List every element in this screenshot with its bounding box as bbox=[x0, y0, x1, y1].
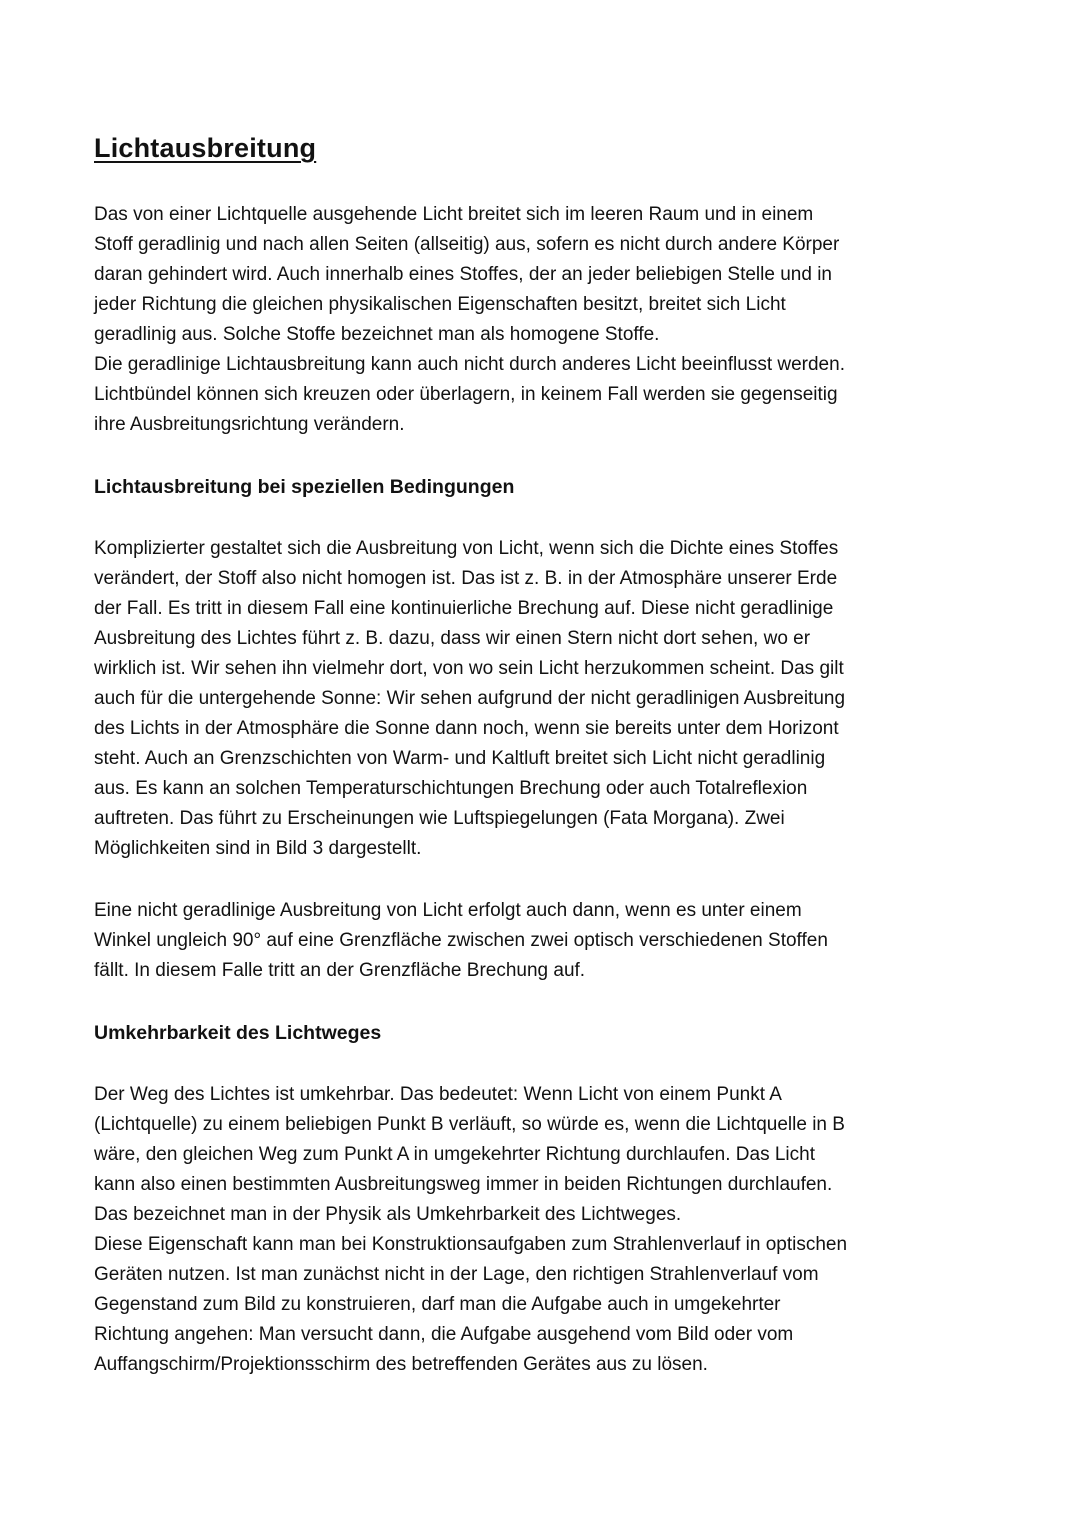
text-line: Lichtbündel können sich kreuzen oder überlagern, in keinem Fall werden sie gegenseitig bbox=[94, 384, 838, 405]
text-line: Die geradlinige Lichtausbreitung kann auch nicht durch anderes Licht beeinflusst werden. bbox=[94, 354, 845, 375]
text-line: (Lichtquelle) zu einem beliebigen Punkt B verläuft, so würde es, wenn die Lichtquelle in B bbox=[94, 1114, 845, 1135]
section-heading: Lichtausbreitung bei speziellen Bedingungen bbox=[94, 476, 515, 498]
section-heading: Umkehrbarkeit des Lichtweges bbox=[94, 1022, 382, 1044]
text-line: Stoff geradlinig und nach allen Seiten (allseitig) aus, sofern es nicht durch andere Körper bbox=[94, 234, 840, 255]
paragraph bbox=[94, 896, 990, 986]
document-title: Lichtausbreitung bbox=[94, 133, 317, 163]
text-line: verändert, der Stoff also nicht homogen ist. Das ist z. B. in der Atmosphäre unserer Erde bbox=[94, 568, 838, 589]
text-line: Eine nicht geradlinige Ausbreitung von Licht erfolgt auch dann, wenn es unter einem bbox=[94, 900, 802, 921]
text-line: Der Weg des Lichtes ist umkehrbar. Das bedeutet: Wenn Licht von einem Punkt A bbox=[94, 1084, 782, 1105]
text-line: auftreten. Das führt zu Erscheinungen wie Luftspiegelungen (Fata Morgana). Zwei bbox=[94, 808, 785, 829]
text-line: steht. Auch an Grenzschichten von Warm- und Kaltluft breitet sich Licht nicht geradlinig bbox=[94, 748, 826, 769]
text-line: Diese Eigenschaft kann man bei Konstruktionsaufgaben zum Strahlenverlauf in optischen bbox=[94, 1234, 848, 1255]
paragraph bbox=[94, 534, 990, 864]
text-line: Das von einer Lichtquelle ausgehende Licht breitet sich im leeren Raum und in einem bbox=[94, 204, 814, 225]
paragraph bbox=[94, 200, 990, 440]
text-line: Ausbreitung des Lichtes führt z. B. dazu, dass wir einen Stern nicht dort sehen, wo er bbox=[94, 628, 811, 649]
text-line: kann also einen bestimmten Ausbreitungsweg immer in beiden Richtungen durchlaufen. bbox=[94, 1174, 833, 1195]
text-line: Komplizierter gestaltet sich die Ausbreitung von Licht, wenn sich die Dichte eines Stoffes bbox=[94, 538, 839, 559]
text-line: Auffangschirm/Projektionsschirm des betreffenden Gerätes aus zu lösen. bbox=[94, 1354, 708, 1375]
text-line: aus. Es kann an solchen Temperaturschichtungen Brechung oder auch Totalreflexion bbox=[94, 778, 808, 799]
text-line: jeder Richtung die gleichen physikalischen Eigenschaften besitzt, breitet sich Licht bbox=[94, 294, 786, 315]
paragraph bbox=[94, 1080, 990, 1380]
text-line: Gegenstand zum Bild zu konstruieren, darf man die Aufgabe auch in umgekehrter bbox=[94, 1294, 781, 1315]
text-line: der Fall. Es tritt in diesem Fall eine kontinuierliche Brechung auf. Diese nicht geradlinige bbox=[94, 598, 834, 619]
text-line: daran gehindert wird. Auch innerhalb eines Stoffes, der an jeder beliebigen Stelle und in bbox=[94, 264, 832, 285]
text-line: Winkel ungleich 90° auf eine Grenzfläche zwischen zwei optisch verschiedenen Stoffen bbox=[94, 930, 828, 951]
text-line: wäre, den gleichen Weg zum Punkt A in umgekehrter Richtung durchlaufen. Das Licht bbox=[94, 1144, 815, 1165]
text-line: auch für die untergehende Sonne: Wir sehen aufgrund der nicht geradlinigen Ausbreitung bbox=[94, 688, 846, 709]
text-line: Möglichkeiten sind in Bild 3 dargestellt. bbox=[94, 838, 422, 859]
text-line: Richtung angehen: Man versucht dann, die Aufgabe ausgehend vom Bild oder vom bbox=[94, 1324, 794, 1345]
text-line: wirklich ist. Wir sehen ihn vielmehr dort, von wo sein Licht herzukommen scheint. Das gilt bbox=[94, 658, 844, 679]
text-line: Das bezeichnet man in der Physik als Umkehrbarkeit des Lichtweges. bbox=[94, 1204, 682, 1225]
document-body bbox=[94, 200, 990, 1380]
text-line: Geräten nutzen. Ist man zunächst nicht in der Lage, den richtigen Strahlenverlauf vom bbox=[94, 1264, 819, 1285]
text-line: fällt. In diesem Falle tritt an der Grenzfläche Brechung auf. bbox=[94, 960, 586, 981]
text-line: des Lichts in der Atmosphäre die Sonne dann noch, wenn sie bereits unter dem Horizont bbox=[94, 718, 839, 739]
text-line: ihre Ausbreitungsrichtung verändern. bbox=[94, 414, 405, 435]
text-line: geradlinig aus. Solche Stoffe bezeichnet man als homogene Stoffe. bbox=[94, 324, 660, 345]
